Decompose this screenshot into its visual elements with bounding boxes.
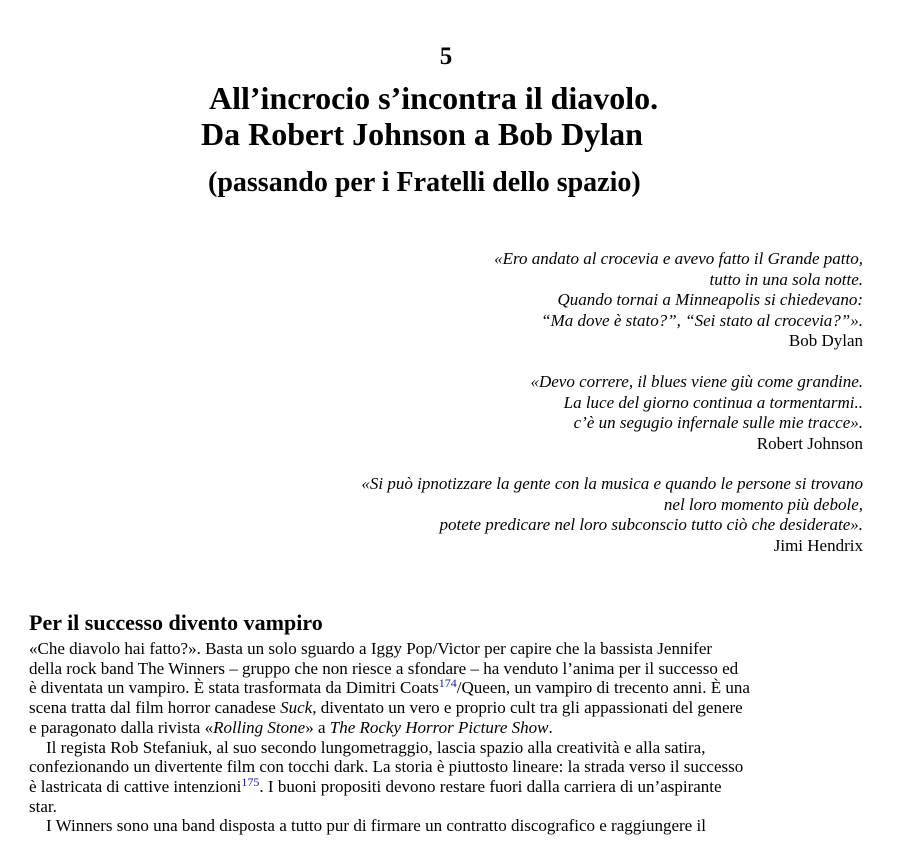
- text-run: è diventata un vampiro. È stata trasformata da Dimitri Coats: [29, 678, 439, 698]
- text-run: » a: [305, 717, 330, 737]
- epigraph-line: «Ero andato al crocevia e avevo fatto il Grande patto,: [494, 249, 863, 268]
- epigraph-line: c’è un segugio infernale sulle mie tracce».: [573, 413, 863, 433]
- paragraph-line: [29, 698, 874, 718]
- body-text: [29, 639, 874, 836]
- epigraph-line: “Ma dove è stato?”, “Sei stato al crocevia?”».: [541, 310, 863, 330]
- paragraph-line: [29, 678, 874, 698]
- paragraph-line: [29, 774, 874, 797]
- paragraph-line: Il regista Rob Stefaniuk, al suo secondo lungometraggio, lascia spazio alla creatività e alla satira,: [46, 737, 706, 757]
- epigraph-author: Robert Johnson: [756, 433, 863, 453]
- epigraph-robert-johnson: [530, 372, 863, 454]
- paragraph-line: «Che diavolo hai fatto?». Basta un solo sguardo a Iggy Pop/Victor per capire che la bassista Jennifer: [29, 639, 713, 658]
- epigraph-jimi-hendrix: [361, 474, 863, 556]
- epigraph-line: «Devo correre, il blues viene giù come grandine.: [530, 372, 863, 391]
- chapter-title-line-1: All’incrocio s’incontra il diavolo.: [209, 80, 659, 116]
- text-run: e paragonato dalla rivista «: [29, 717, 214, 737]
- epigraph-line: Quando tornai a Minneapolis si chiedevano:: [557, 290, 863, 310]
- chapter-number: 5: [439, 43, 453, 70]
- epigraph-author: Bob Dylan: [788, 331, 863, 351]
- paragraph-line: star.: [29, 796, 57, 816]
- film-title-rocky-horror: The Rocky Horror Picture Show: [329, 717, 549, 737]
- paragraph-line: [29, 718, 874, 738]
- chapter-title-line-2: Da Robert Johnson a Bob Dylan: [201, 116, 643, 152]
- text-run: è lastricata di cattive intenzioni: [29, 776, 242, 796]
- paragraph-line: I Winners sono una band disposta a tutto pur di firmare un contratto discografico e raggiungere il: [46, 816, 706, 836]
- footnote-ref-175[interactable]: 175: [241, 774, 260, 789]
- paragraph-line: della rock band The Winners – gruppo che non riesce a sfondare – ha venduto l’anima per il successo ed: [29, 658, 739, 678]
- epigraph-author: Jimi Hendrix: [773, 535, 863, 555]
- chapter-subtitle: (passando per i Fratelli dello spazio): [208, 167, 641, 198]
- footnote-ref-174[interactable]: 174: [438, 676, 457, 691]
- epigraph-line: nel loro momento più debole,: [663, 494, 863, 514]
- magazine-title: Rolling Stone: [213, 717, 306, 737]
- epigraph-line: potete predicare nel loro subconscio tutto ciò che desiderate».: [439, 515, 863, 535]
- epigraph-line: tutto in una sola notte.: [709, 269, 863, 289]
- epigraph-line: «Si può ipnotizzare la gente con la musica e quando le persone si trovano: [361, 474, 863, 493]
- paragraph-line: confezionando un divertente film con tocchi dark. La storia è piuttosto lineare: la strada verso il successo: [29, 757, 744, 777]
- text-run: . I buoni propositi devono restare fuori dalla carriera di un’aspirante: [259, 776, 722, 796]
- film-title-suck: Suck: [280, 698, 313, 718]
- epigraph-line: La luce del giorno continua a tormentarmi..: [563, 392, 863, 412]
- text-run: /Queen, un vampiro di trecento anni. È una: [456, 678, 750, 698]
- text-run: .: [548, 717, 553, 737]
- section-heading: Per il successo divento vampiro: [29, 610, 323, 635]
- text-run: scena tratta dal film horror canadese: [29, 698, 281, 718]
- text-run: , diventato un vero e proprio cult tra gli appassionati del genere: [312, 698, 743, 718]
- epigraph-bob-dylan: [494, 249, 863, 352]
